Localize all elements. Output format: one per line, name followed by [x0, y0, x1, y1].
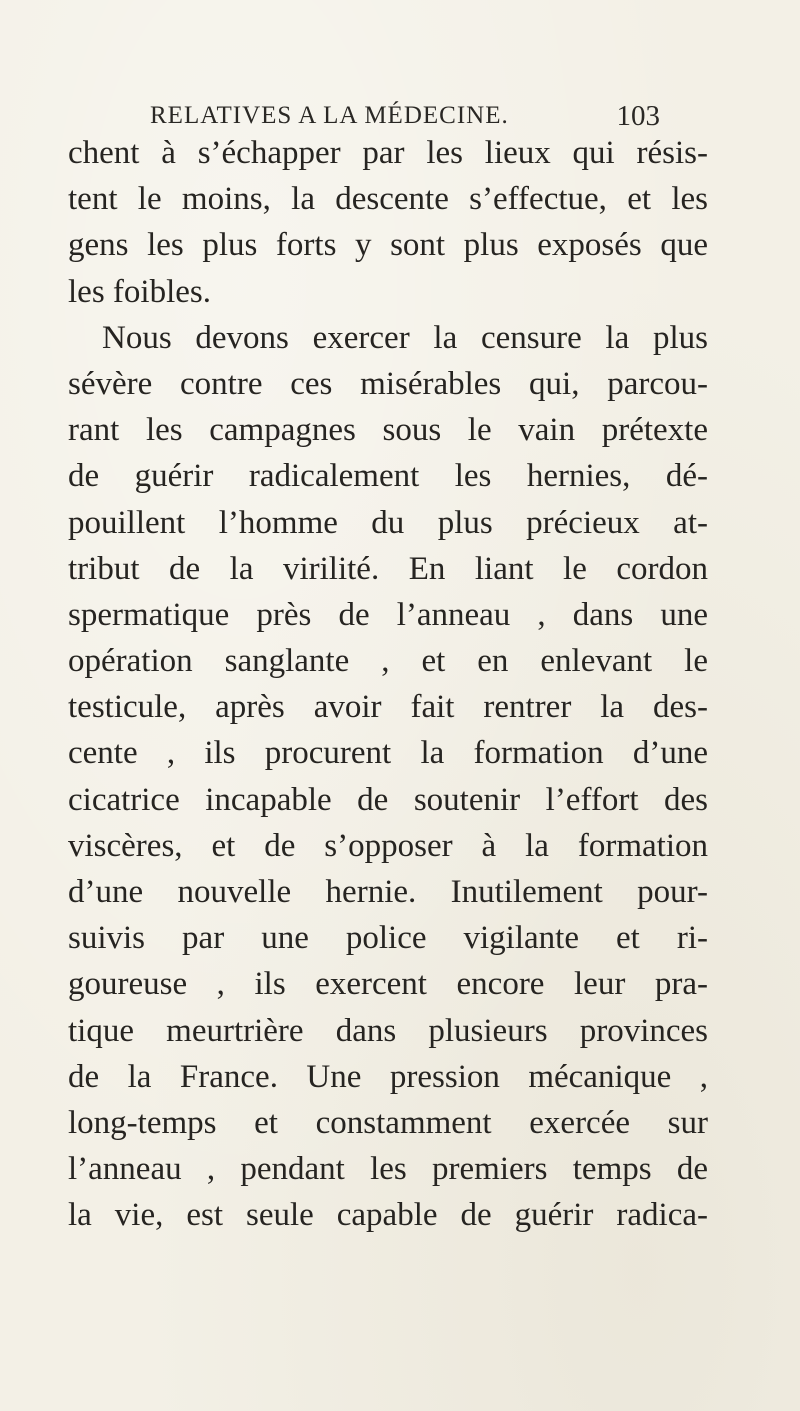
text-line: long-temps et constamment exercée sur — [68, 1104, 708, 1141]
text-line: cicatrice incapable de soutenir l’effort des — [68, 781, 708, 818]
text-line: suivis par une police vigilante et ri- — [68, 920, 708, 957]
text-line: rant les campagnes sous le vain prétexte — [68, 412, 708, 449]
text-line: tique meurtrière dans plusieurs provinces — [68, 1012, 708, 1049]
text-line: chent à s’échapper par les lieux qui résis- — [68, 135, 708, 171]
text-line: tribut de la virilité. En liant le cordon — [68, 550, 708, 587]
text-line: l’anneau , pendant les premiers temps de — [68, 1151, 708, 1188]
page-number: 103 — [616, 100, 660, 132]
text-line: sévère contre ces misérables qui, parcou- — [68, 365, 708, 402]
text-line: testicule, après avoir fait rentrer la des- — [68, 689, 708, 726]
text-line: de guérir radicalement les hernies, dé- — [68, 458, 708, 495]
body-text — [68, 130, 708, 1239]
paragraph-start-line: Nous devons exercer la censure la plus — [102, 319, 708, 356]
text-line: spermatique près de l’anneau , dans une — [68, 596, 708, 633]
text-line: de la France. Une pression mécanique , — [68, 1058, 708, 1095]
text-line: tent le moins, la descente s’effectue, et les — [68, 181, 708, 218]
running-head-title: RELATIVES A LA MÉDECINE. — [150, 102, 509, 129]
text-line: goureuse , ils exercent encore leur pra- — [68, 966, 708, 1003]
text-line: la vie, est seule capable de guérir radica- — [68, 1197, 708, 1234]
text-line: cente , ils procurent la formation d’une — [68, 735, 708, 772]
text-line: d’une nouvelle hernie. Inutilement pour- — [68, 874, 708, 910]
text-line: les foibles. — [68, 273, 211, 310]
text-line: viscères, et de s’opposer à la formation — [68, 827, 708, 864]
text-line: opération sanglante , et en enlevant le — [68, 643, 708, 680]
text-line: gens les plus forts y sont plus exposés que — [68, 227, 708, 264]
text-line: pouillent l’homme du plus précieux at- — [68, 504, 708, 541]
